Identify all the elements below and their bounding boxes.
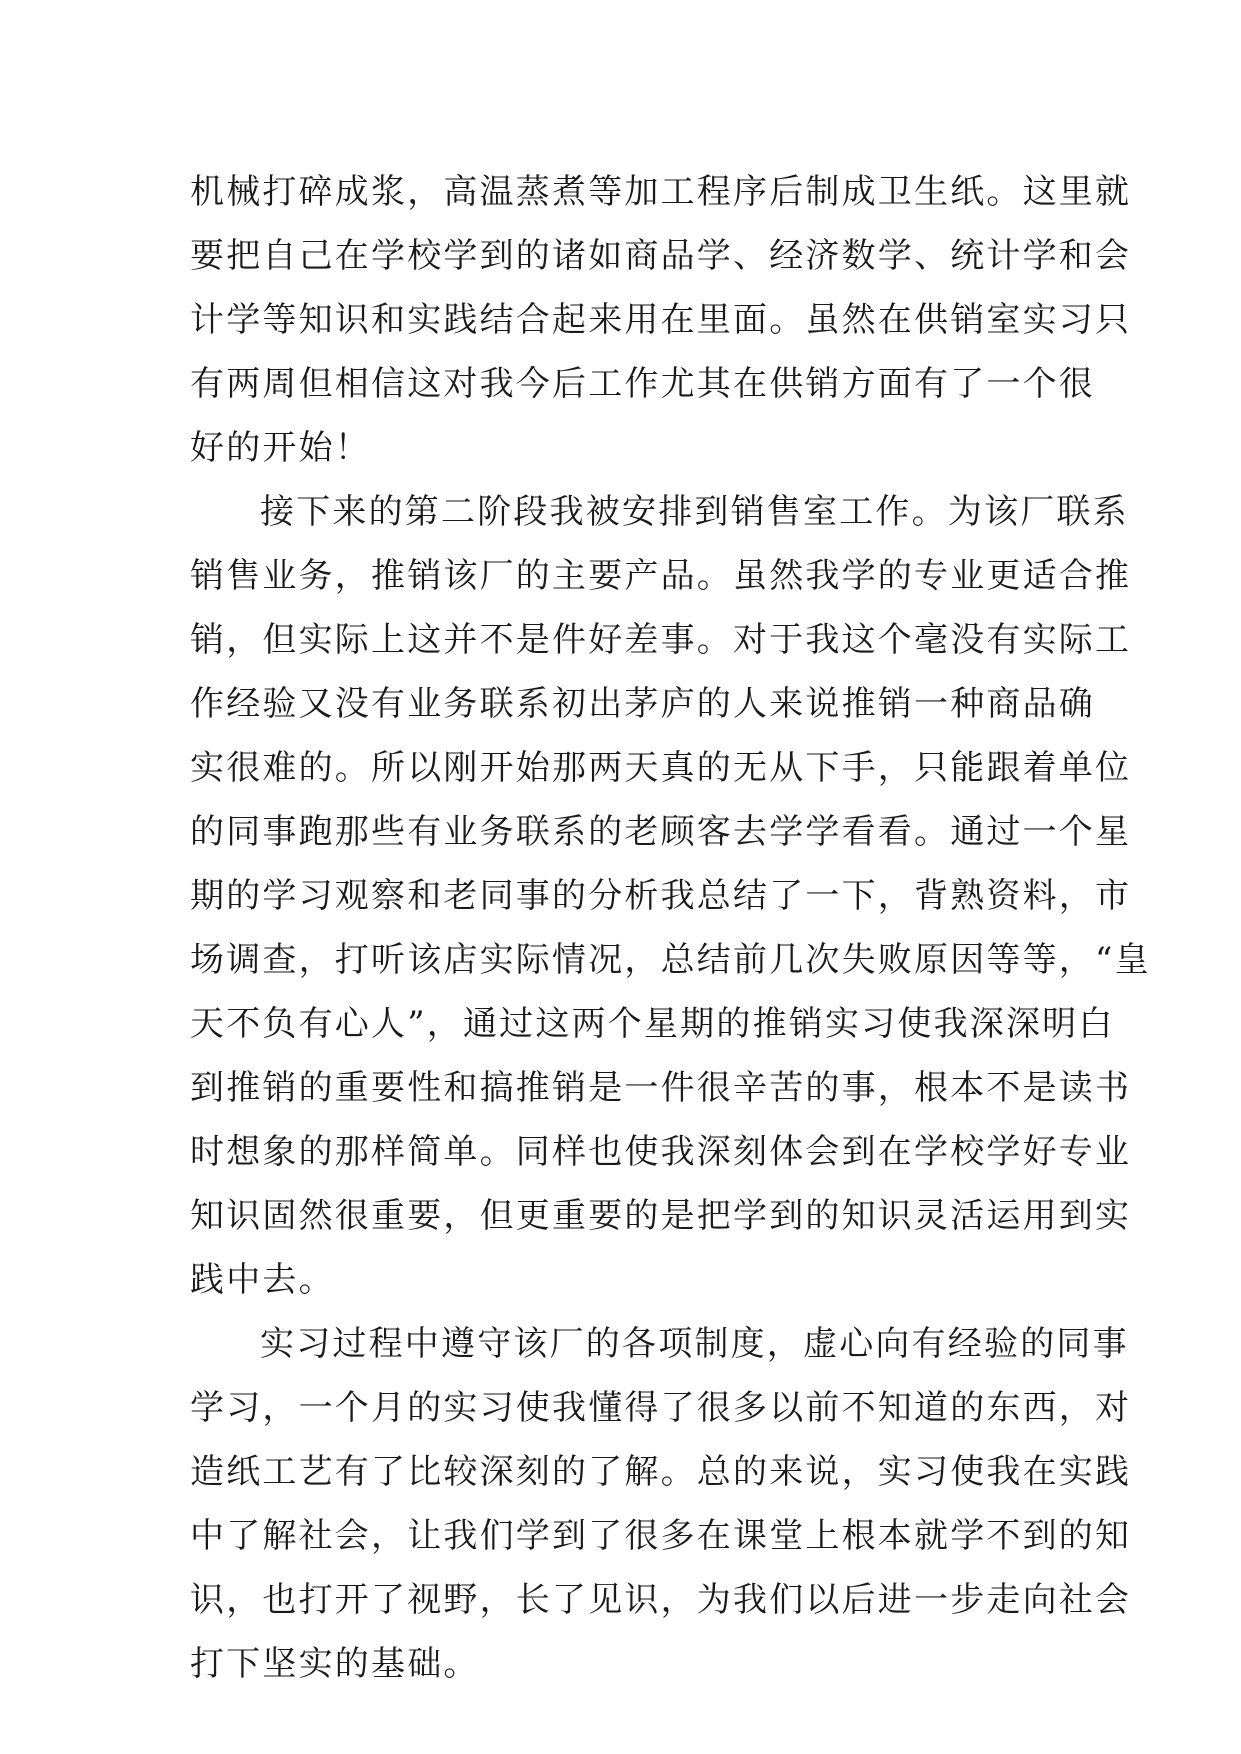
text-line: 实很难的。所以刚开始那两天真的无从下手，只能跟着单位 [190,748,1132,788]
text-line: 造纸工艺有了比较深刻的了解。总的来说，实习使我在实践 [190,1452,1132,1492]
text-line: 销，但实际上这并不是件好差事。对于我这个毫没有实际工 [190,620,1132,660]
text-line: 接下来的第二阶段我被安排到销售室工作。为该厂联系 [260,492,1129,532]
text-line: 的同事跑那些有业务联系的老顾客去学学看看。通过一个星 [190,812,1132,852]
text-line: 天不负有心人”，通过这两个星期的推销实习使我深深明白 [190,1004,1115,1044]
paragraph-3 [190,1312,1132,1696]
text-line: 知识固然很重要，但更重要的是把学到的知识灵活运用到实 [190,1196,1132,1236]
text-line: 中了解社会，让我们学到了很多在课堂上根本就学不到的知 [190,1516,1132,1556]
paragraph-1 [190,160,1132,480]
document-body [190,160,1151,1696]
text-line: 销售业务，推销该厂的主要产品。虽然我学的专业更适合推 [190,556,1132,596]
text-line: 实习过程中遵守该厂的各项制度，虚心向有经验的同事 [260,1324,1129,1364]
text-line: 践中去。 [190,1260,335,1300]
text-line: 场调查，打听该店实际情况，总结前几次失败原因等等，“皇 [190,940,1151,980]
text-line: 学习，一个月的实习使我懂得了很多以前不知道的东西，对 [190,1388,1132,1428]
text-line: 打下坚实的基础。 [190,1644,480,1684]
text-line: 有两周但相信这对我今后工作尤其在供销方面有了一个很 [190,364,1095,404]
text-line: 作经验又没有业务联系初出茅庐的人来说推销一种商品确 [190,684,1095,724]
text-line: 好的开始！ [190,428,371,468]
text-line: 期的学习观察和老同事的分析我总结了一下，背熟资料，市 [190,876,1132,916]
text-line: 机械打碎成浆，高温蒸煮等加工程序后制成卫生纸。这里就 [190,172,1132,212]
text-line: 到推销的重要性和搞推销是一件很辛苦的事，根本不是读书 [190,1068,1132,1108]
text-line: 要把自己在学校学到的诸如商品学、经济数学、统计学和会 [190,236,1132,276]
text-line: 识，也打开了视野，长了见识，为我们以后进一步走向社会 [190,1580,1132,1620]
text-line: 计学等知识和实践结合起来用在里面。虽然在供销室实习只 [190,300,1132,340]
text-line: 时想象的那样简单。同样也使我深刻体会到在学校学好专业 [190,1132,1132,1172]
paragraph-2 [190,480,1151,1312]
